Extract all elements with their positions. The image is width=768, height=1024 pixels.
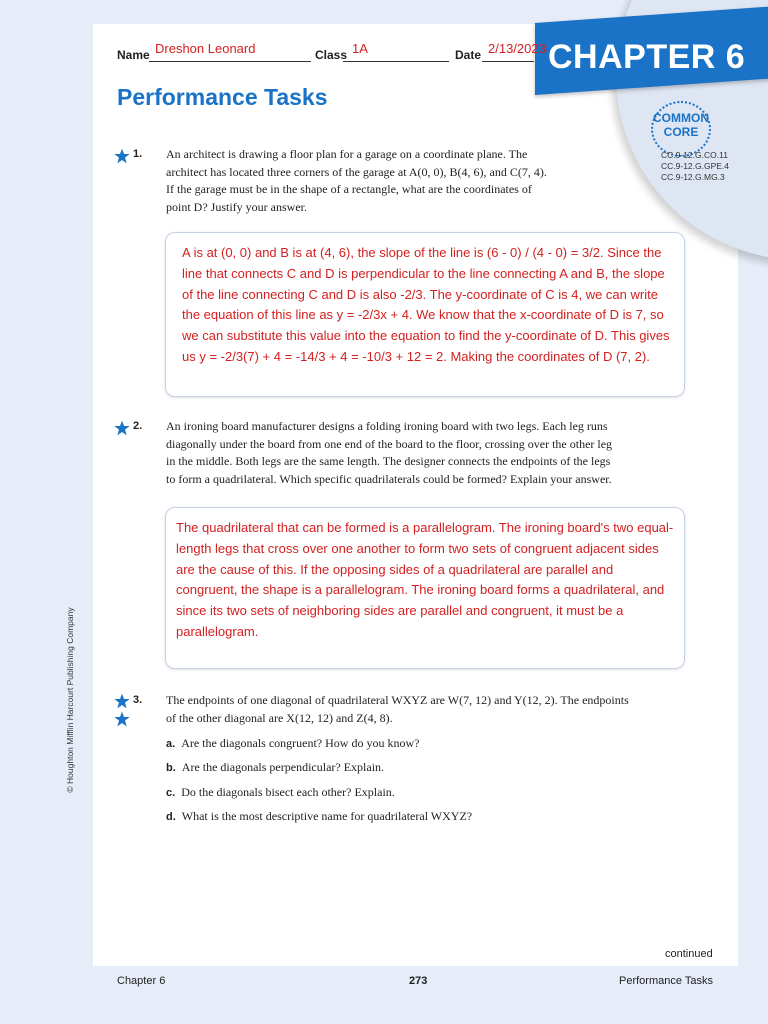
question-line: of the other diagonal are X(12, 12) and Z(4, 8). xyxy=(166,710,393,725)
question-line: diagonally under the board from one end of the board to the floor, crossing over the other leg xyxy=(166,436,613,451)
question-line: in the middle. Both legs are the same length. The designer connects the endpoints of the legs xyxy=(166,454,611,468)
question-1-number: 1. xyxy=(133,148,143,160)
page-title: Performance Tasks xyxy=(117,84,328,110)
chapter-label: CHAPTER 6 xyxy=(548,38,746,76)
star-icon xyxy=(114,148,130,164)
part-text: What is the most descriptive name for quadrilateral WXYZ? xyxy=(181,809,473,823)
part-label: b. xyxy=(166,762,176,774)
star-icon xyxy=(114,693,130,709)
question-1-text xyxy=(166,146,547,216)
name-label: Name xyxy=(117,48,150,62)
part-text: Are the diagonals congruent? How do you know? xyxy=(181,736,420,750)
question-2-text xyxy=(166,418,612,488)
question-line: An architect is drawing a floor plan for a garage on a coordinate plane. The xyxy=(166,147,528,161)
date-value: 2/13/2023 xyxy=(488,41,546,56)
question-3-number: 3. xyxy=(133,694,143,706)
question-line: The endpoints of one diagonal of quadrilateral WXYZ are W(7, 12) and Y(12, 2). The endpoints xyxy=(166,693,629,707)
page-number: 273 xyxy=(409,975,428,987)
standard-1: CC.9-12.G.CO.11 xyxy=(661,150,728,160)
question-2-number: 2. xyxy=(133,420,143,432)
part-c xyxy=(166,785,395,800)
question-line: to form a quadrilateral. Which specific quadrilaterals could be formed? Explain your answer. xyxy=(166,471,612,486)
question-line: If the garage must be in the shape of a rectangle, what are the coordinates of xyxy=(166,182,532,196)
date-label: Date xyxy=(455,48,482,62)
question-3-text xyxy=(166,692,629,727)
part-d xyxy=(166,809,472,824)
question-line: point D? Justify your answer. xyxy=(166,199,307,214)
part-label: c. xyxy=(166,787,176,799)
name-value: Dreshon Leonard xyxy=(155,41,256,56)
footer-chapter: Chapter 6 xyxy=(117,975,166,987)
answer-box-2[interactable] xyxy=(165,507,685,669)
part-a xyxy=(166,736,419,751)
standard-2: CC.9-12.G.GPE.4 xyxy=(661,161,730,171)
star-icon xyxy=(114,711,130,727)
part-text: Are the diagonals perpendicular? Explain. xyxy=(181,760,385,774)
footer-section: Performance Tasks xyxy=(619,975,713,987)
question-line: architect has located three corners of the garage at A(0, 0), B(4, 6), and C(7, 4). xyxy=(166,164,547,179)
answer-box-1[interactable] xyxy=(165,232,685,397)
copyright-notice: © Houghton Mifflin Harcourt Publishing Company xyxy=(65,607,75,793)
continued-label: continued xyxy=(665,948,713,960)
standard-3: CC.9-12.G.MG.3 xyxy=(661,172,725,182)
answer-2-text: The quadrilateral that can be formed is a parallelogram. The ironing board's two equal-length legs that cross over one another to form two sets of congruent adjacent sides are the cause of this. If the opposing sides of a quadrilateral are parallel and congruent, the shape is a parallelogram. The ironing board forms a quadrilateral, and since its two sets of neighboring sides are parallel and congruent, it must be a parallelogram. xyxy=(176,520,674,639)
part-b xyxy=(166,760,384,775)
part-text: Do the diagonals bisect each other? Explain. xyxy=(181,785,395,799)
class-value: 1A xyxy=(352,41,368,56)
common-core-line1: COMMON xyxy=(653,111,709,125)
star-icon xyxy=(114,420,130,436)
common-core-line2: CORE xyxy=(663,125,699,139)
part-label: d. xyxy=(166,811,176,823)
class-label: Class xyxy=(315,48,348,62)
question-line: An ironing board manufacturer designs a folding ironing board with two legs. Each leg runs xyxy=(166,419,608,433)
part-label: a. xyxy=(166,738,176,750)
answer-1-text: A is at (0, 0) and B is at (4, 6), the slope of the line is (6 - 0) / (4 - 0) = 3/2. Since the line that connects C and D is perpendicular to the line connecting A and B, the slope of the line connecting C and D is also -2/3. The y-coordinate of C is 4, we can write the equation of this line as y = -2/3x + 4. We know that the x-coordinate of D is 7, so we can substitute this value into the equation to find the y-coordinate of D. This gives us y = -2/3(7) + 4 = -14/3 + 4 = -10/3 + 12 = 2. Making the coordinates of D (7, 2). xyxy=(182,245,670,364)
